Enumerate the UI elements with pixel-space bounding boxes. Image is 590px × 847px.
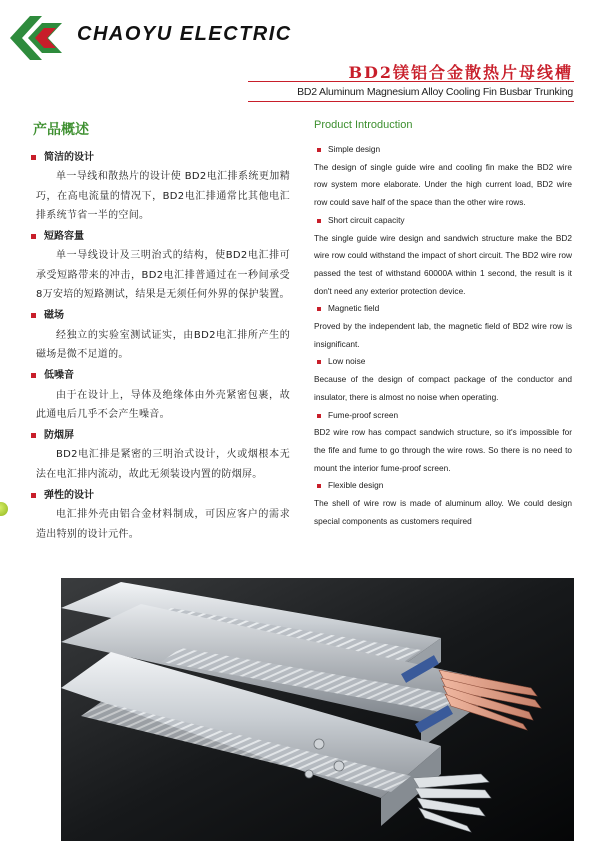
en-feature-title: Magnetic field (314, 300, 572, 318)
cn-feature-title: 短路容量 (28, 227, 290, 246)
cn-feature-item (28, 426, 290, 484)
page-tab-marker (0, 502, 8, 516)
cn-feature-item (28, 486, 290, 544)
section-heading-en: Product Introduction (314, 119, 413, 131)
en-feature-item (314, 477, 572, 530)
cn-feature-list (28, 148, 290, 546)
cn-feature-title: 低噪音 (28, 366, 290, 385)
en-feature-item (314, 407, 572, 478)
cn-feature-title: 磁场 (28, 306, 290, 325)
chaoyu-logo (8, 12, 64, 64)
cn-feature-item (28, 306, 290, 364)
cn-feature-body: 经独立的实验室测试证实，由BD2电汇排所产生的磁场是微不足道的。 (36, 329, 290, 360)
cn-feature-body: 单一导线和散热片的设计使 BD2电汇排系统更加精巧，在高电流量的情况下，BD2电汇排通常比其他电汇排系统节省一半的空间。 (36, 171, 290, 221)
cn-feature-body: BD2电汇排是紧密的三明治式设计，火或烟根本无法在电汇排内流动，故此无须装设内置的防烟屏。 (36, 449, 290, 480)
en-feature-list (314, 141, 572, 530)
en-feature-title: Flexible design (314, 477, 572, 495)
cn-feature-item (28, 366, 290, 424)
cn-feature-body: 单一导线设计及三明治式的结构，使BD2电汇排可承受短路带来的冲击，BD2电汇排普通过在一秒间承受8万安培的短路测试，结果是无须任何外界的保护装置。 (36, 250, 290, 301)
en-feature-body: The design of single guide wire and cooling fin make the BD2 wire row system more elaborate. Under the high current load, BD2 wire row could save half of the space than the other wire rows. (314, 161, 572, 208)
page-title-en: BD2 Aluminum Magnesium Alloy Cooling Fin Busbar Trunking (297, 86, 573, 98)
en-feature-body: Proved by the independent lab, the magnetic field of BD2 wire row is insignificant. (314, 321, 572, 349)
header-rule-bottom (248, 101, 574, 102)
en-feature-item (314, 353, 572, 406)
cn-feature-title: 简洁的设计 (28, 148, 290, 167)
en-feature-title: Low noise (314, 353, 572, 371)
en-feature-body: The shell of wire row is made of aluminum alloy. We could design special components as customers required (314, 498, 572, 526)
cn-feature-body: 由于在设计上，导体及绝缘体由外壳紧密包裹，故此通电后几乎不会产生噪音。 (36, 389, 290, 420)
cn-feature-item (28, 227, 290, 304)
en-feature-body: The single guide wire design and sandwich structure make the BD2 wire row could withstand the impact of short circuit. The BD2 wire row passed the test of withstand 60000A within 1 second, the result is it don't need any exterior protection device. (314, 232, 572, 296)
en-feature-title: Short circuit capacity (314, 212, 572, 230)
cn-feature-item (28, 148, 290, 225)
busbar-product-photo (61, 578, 574, 841)
en-feature-body: BD2 wire row has compact sandwich structure, so it's impossible for the fife and fume to go through the wire rows. So there is no need to mount the interior fume-proof screen. (314, 427, 572, 473)
cn-feature-title: 弹性的设计 (28, 486, 290, 505)
en-feature-item (314, 212, 572, 301)
en-feature-item (314, 141, 572, 212)
cn-feature-body: 电汇排外壳由铝合金材料制成，可因应客户的需求造出特别的设计元件。 (36, 509, 290, 540)
cn-feature-title: 防烟屏 (28, 426, 290, 445)
section-heading-cn: 产品概述 (33, 122, 89, 138)
en-feature-title: Fume-proof screen (314, 407, 572, 425)
en-feature-item (314, 300, 572, 353)
en-feature-title: Simple design (314, 141, 572, 159)
brand-name: CHAOYU ELECTRIC (77, 23, 292, 45)
en-feature-body: Because of the design of compact package of the conductor and insulator, there is almost no noise when operating. (314, 374, 572, 402)
page-title-cn: BD2镁铝合金散热片母线槽 (348, 63, 573, 82)
